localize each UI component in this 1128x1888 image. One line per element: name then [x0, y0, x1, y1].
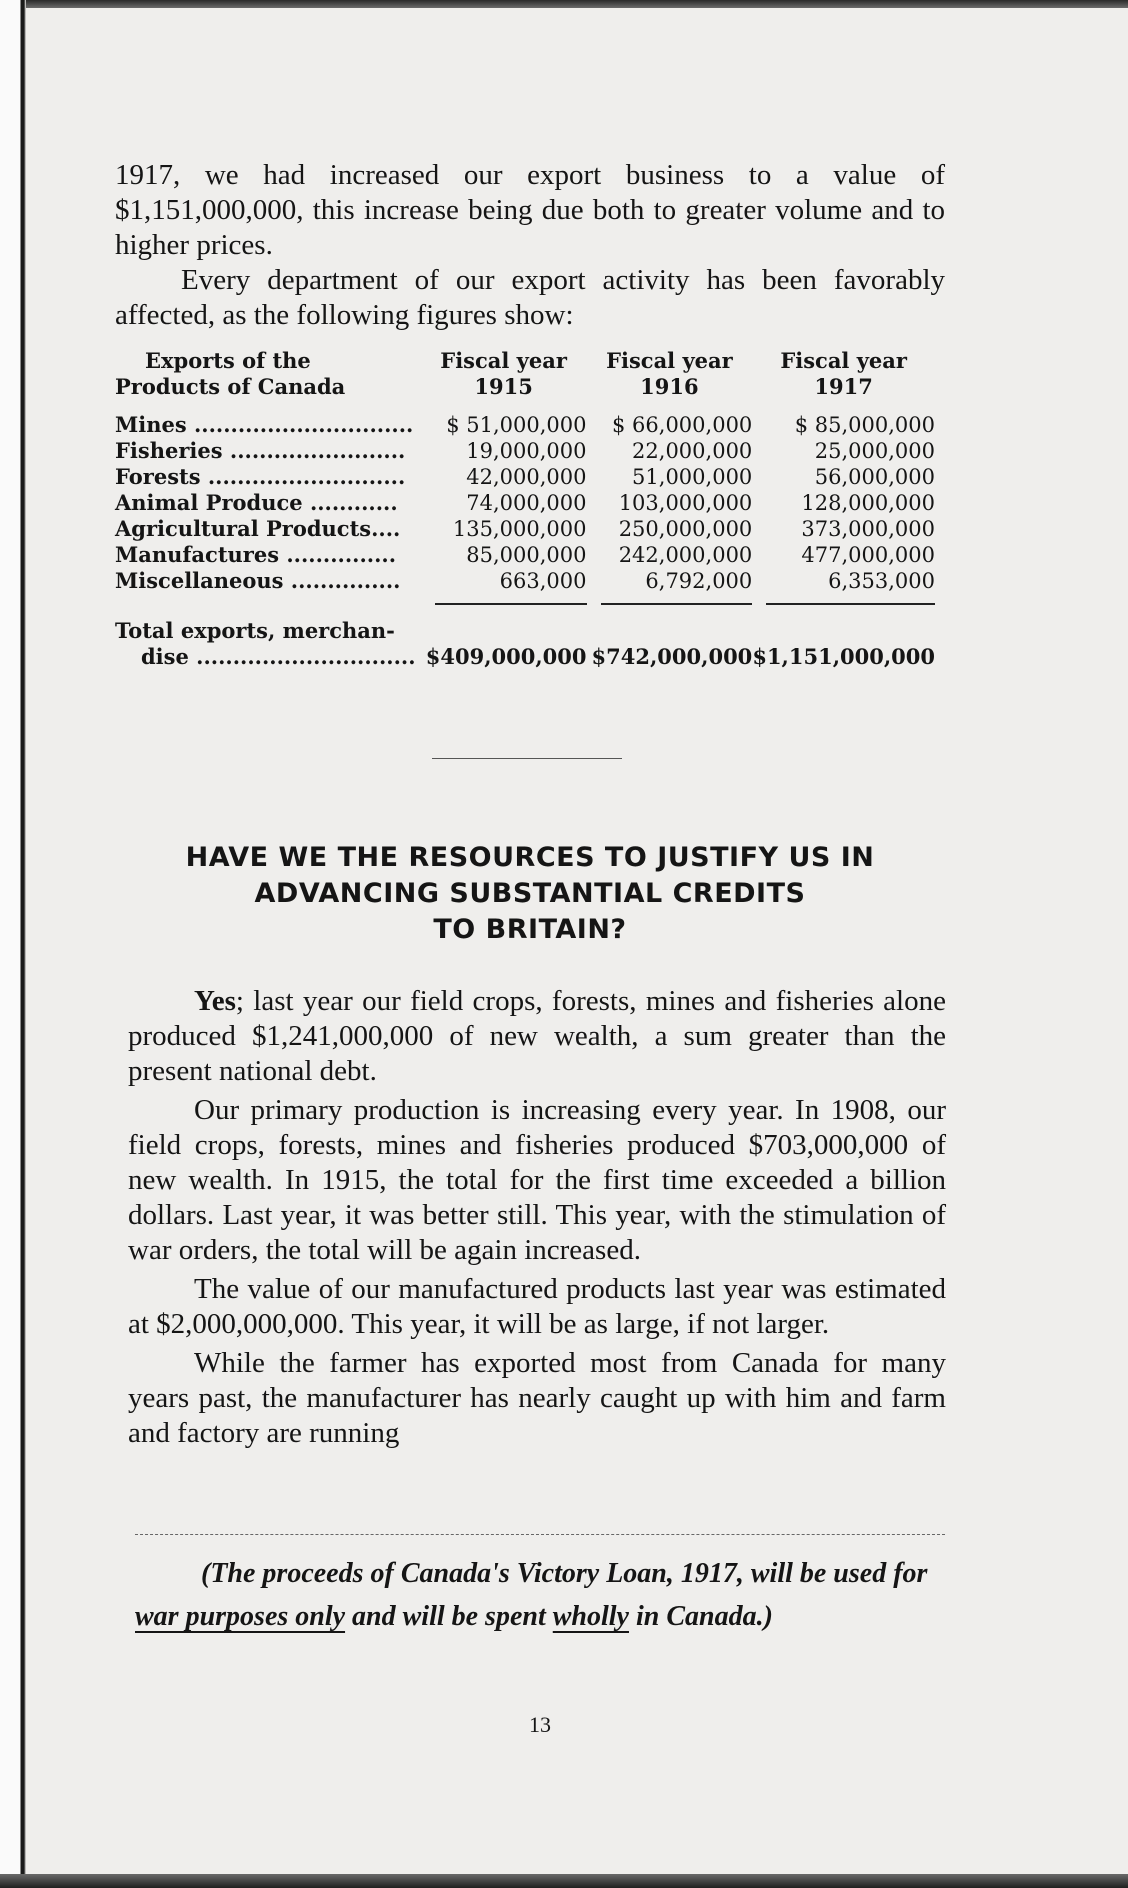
- victory-loan-note: [135, 1552, 945, 1638]
- cell-1917: 6,353,000: [828, 569, 935, 593]
- cell-1915: 74,000,000: [466, 491, 587, 515]
- body-paragraph-3: The value of our manufactured products last year was estimated at $2,000,000,000. This year, it will be as large, if not larger.: [128, 1273, 946, 1340]
- section-divider: [432, 758, 622, 759]
- cell-1915: 135,000,000: [452, 517, 587, 541]
- leader-dots: ....: [371, 516, 401, 541]
- row-label-text: Manufactures: [115, 542, 280, 567]
- leader-dots: ........................: [229, 438, 406, 463]
- row-label: [115, 464, 421, 490]
- note-text-3: in Canada.): [628, 1601, 773, 1632]
- scan-left-edge: [0, 0, 26, 1888]
- cell-1915: 19,000,000: [466, 439, 587, 463]
- leader-dots: ............: [309, 490, 398, 515]
- table-row: [115, 464, 935, 490]
- row-label-text: Fisheries: [115, 438, 223, 463]
- cell-1917: $ 85,000,000: [794, 413, 935, 437]
- row-label: [115, 542, 421, 568]
- row-label: [115, 516, 421, 542]
- header-1916-year: 1916: [640, 374, 699, 399]
- table-header-row: [115, 348, 935, 400]
- body-section: [128, 984, 946, 1451]
- header-1915-line1: Fiscal year: [440, 348, 567, 373]
- row-label-text: Animal Produce: [115, 490, 303, 515]
- cell-1915: 85,000,000: [466, 543, 587, 567]
- page-number: 13: [529, 1712, 551, 1737]
- total-1915: $409,000,000: [425, 644, 587, 669]
- cell-1916: $ 66,000,000: [612, 413, 753, 437]
- cell-1916: 6,792,000: [645, 569, 753, 593]
- header-1916: [587, 348, 753, 400]
- cell-1917: 56,000,000: [814, 465, 935, 489]
- row-label: [115, 412, 421, 438]
- scan-top-edge: [0, 0, 1128, 8]
- total-label-line2: dise: [141, 644, 189, 669]
- intro-paragraph-2: Every department of our export activity has been favorably affected, as the following figures show:: [115, 264, 945, 331]
- total-1917: $1,151,000,000: [752, 644, 935, 669]
- header-1916-line1: Fiscal year: [606, 348, 733, 373]
- cell-1916: 242,000,000: [618, 543, 753, 567]
- row-label: [115, 438, 421, 464]
- cell-1916: 250,000,000: [618, 517, 753, 541]
- heading-line-3: TO BRITAIN?: [433, 914, 627, 945]
- body-paragraph-1-text: ; last year our field crops, forests, mines and fisheries alone produced $1,241,000,000 of new wealth, a sum greater than the present national debt.: [128, 985, 946, 1087]
- header-1915-year: 1915: [474, 374, 533, 399]
- total-rule-1916: [601, 603, 753, 605]
- header-label-line2: Products of Canada: [115, 374, 346, 399]
- leader-dots: ..............................: [194, 412, 414, 437]
- leader-dots: ..............................: [196, 644, 416, 669]
- total-label-line1: Total exports, merchan-: [115, 618, 395, 643]
- table-row: [115, 542, 935, 568]
- body-paragraph-1: [128, 984, 946, 1089]
- heading-line-2: ADVANCING SUBSTANTIAL CREDITS: [254, 878, 806, 909]
- cell-1916: 103,000,000: [618, 491, 753, 515]
- cell-1917: 477,000,000: [801, 543, 935, 567]
- header-1917-line1: Fiscal year: [780, 348, 907, 373]
- intro-section: [115, 158, 945, 333]
- note-text-2: and will be spent: [345, 1601, 553, 1632]
- leader-dots: ...........................: [207, 464, 406, 489]
- cell-1915: 42,000,000: [466, 465, 587, 489]
- note-underline-wholly: wholly: [552, 1601, 629, 1632]
- header-1917: [752, 348, 935, 400]
- body-paragraph-4: While the farmer has exported most from Canada for many years past, the manufacturer has nearly caught up with him and farm and factory are running: [128, 1347, 946, 1449]
- total-row: [115, 618, 935, 670]
- table-row: [115, 568, 935, 594]
- cell-1917: 25,000,000: [814, 439, 935, 463]
- cell-1916: 22,000,000: [632, 439, 753, 463]
- cell-1917: 373,000,000: [801, 517, 935, 541]
- cell-1917: 128,000,000: [801, 491, 935, 515]
- scan-bottom-edge: [0, 1874, 1128, 1888]
- header-label: [115, 348, 421, 400]
- exports-table: [115, 348, 935, 670]
- table-row: [115, 412, 935, 438]
- heading-line-1: HAVE WE THE RESOURCES TO JUSTIFY US IN: [185, 842, 875, 873]
- row-label-text: Mines: [115, 412, 187, 437]
- table-row: [115, 516, 935, 542]
- table-row: [115, 490, 935, 516]
- body-paragraph-2: Our primary production is increasing every year. In 1908, our field crops, forests, mines and fisheries produced $703,000,000 of new wealth. In 1915, the total for the first time exceeded a billion dollars. Last year, it was better still. This year, with the stimulation of war orders, the total will be again increased.: [128, 1094, 946, 1266]
- footnote-rule: [135, 1534, 945, 1535]
- total-rule-1915: [435, 603, 587, 605]
- cell-1915: 663,000: [499, 569, 587, 593]
- row-label: [115, 568, 421, 594]
- cell-1916: 51,000,000: [632, 465, 753, 489]
- header-1915: [421, 348, 587, 400]
- row-label-text: Forests: [115, 464, 201, 489]
- note-text-1: (The proceeds of Canada's Victory Loan, 1917, will be used for: [201, 1558, 928, 1589]
- total-rule-row: [115, 594, 935, 608]
- cell-1915: $ 51,000,000: [446, 413, 587, 437]
- total-rule-1917: [766, 603, 935, 605]
- body-paragraph-1-lead: Yes: [194, 985, 236, 1017]
- row-label: [115, 490, 421, 516]
- row-label-text: Miscellaneous: [115, 568, 284, 593]
- intro-paragraph-1: 1917, we had increased our export business to a value of $1,151,000,000, this increase being due both to greater volume and to higher prices.: [115, 159, 945, 261]
- note-underline-war-purposes: war purposes only: [135, 1601, 346, 1632]
- leader-dots: ...............: [290, 568, 401, 593]
- table-row: [115, 438, 935, 464]
- row-label-text: Agricultural Products: [115, 516, 372, 541]
- total-1916: $742,000,000: [591, 644, 753, 669]
- total-label: [115, 618, 421, 670]
- header-label-line1: Exports of the: [145, 348, 311, 373]
- leader-dots: ...............: [286, 542, 397, 567]
- section-heading: [115, 840, 945, 948]
- header-1917-year: 1917: [814, 374, 873, 399]
